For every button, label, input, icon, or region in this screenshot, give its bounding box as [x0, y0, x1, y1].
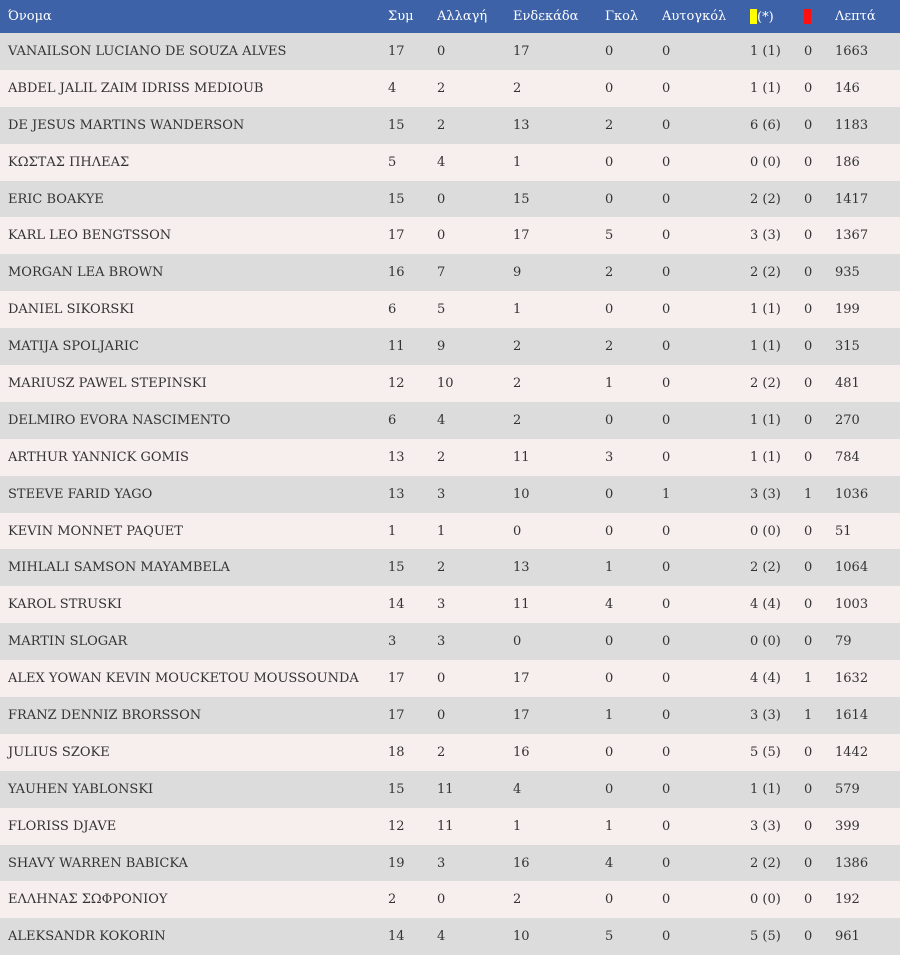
- starts-cell: 1: [513, 818, 522, 834]
- minutes-cell: 199: [835, 302, 860, 318]
- subs-cell: 4: [437, 154, 446, 170]
- goals-cell: 5: [605, 228, 614, 244]
- minutes-cell: 1386: [835, 855, 869, 871]
- player-name: ABDEL JALIL ZAIM IDRISS MEDIOUB: [8, 80, 264, 96]
- subs-cell: 7: [437, 265, 446, 281]
- player-name: ARTHUR YANNICK GOMIS: [8, 449, 189, 465]
- table-row[interactable]: [0, 623, 900, 660]
- goals-cell: 1: [605, 707, 614, 723]
- yellow-cards-cell: 2 (2): [750, 855, 781, 871]
- own-goals-cell: 0: [662, 375, 671, 391]
- subs-cell: 2: [437, 80, 446, 96]
- apps-cell: 13: [388, 486, 405, 502]
- goals-cell: 1: [605, 560, 614, 576]
- yellow-card-icon: [750, 9, 757, 24]
- own-goals-cell: 0: [662, 449, 671, 465]
- yellow-cards-cell: 2 (2): [750, 265, 781, 281]
- apps-cell: 5: [388, 154, 397, 170]
- yellow-cards-cell: 3 (3): [750, 818, 781, 834]
- apps-cell: 12: [388, 818, 405, 834]
- player-name: MORGAN LEA BROWN: [8, 265, 164, 281]
- subs-cell: 0: [437, 707, 446, 723]
- own-goals-cell: 0: [662, 191, 671, 207]
- subs-cell: 11: [437, 818, 454, 834]
- minutes-cell: 481: [835, 375, 860, 391]
- subs-cell: 4: [437, 929, 446, 945]
- goals-cell: 0: [605, 744, 614, 760]
- table-row[interactable]: [0, 845, 900, 882]
- yellow-cards-cell: 3 (3): [750, 486, 781, 502]
- goals-cell: 0: [605, 154, 614, 170]
- own-goals-cell: 0: [662, 892, 671, 908]
- own-goals-cell: 0: [662, 80, 671, 96]
- player-name: MIHLALI SAMSON MAYAMBELA: [8, 560, 230, 576]
- table-row[interactable]: [0, 881, 900, 918]
- red-cards-cell: 0: [804, 634, 813, 650]
- goals-cell: 2: [605, 117, 614, 133]
- apps-cell: 2: [388, 892, 397, 908]
- red-cards-cell: 0: [804, 818, 813, 834]
- minutes-cell: 146: [835, 80, 860, 96]
- player-name: KAROL STRUSKI: [8, 597, 122, 613]
- player-name: DANIEL SIKORSKI: [8, 302, 135, 318]
- goals-cell: 4: [605, 597, 614, 613]
- player-name: DELMIRO EVORA NASCIMENTO: [8, 412, 231, 428]
- apps-cell: 3: [388, 634, 397, 650]
- yellow-cards-cell: 3 (3): [750, 228, 781, 244]
- header-yellow-cards[interactable]: [750, 0, 804, 33]
- table-row[interactable]: [0, 549, 900, 586]
- player-name: ΚΩΣΤΑΣ ΠΗΛΕΑΣ: [8, 154, 130, 170]
- yellow-cards-cell: 1 (1): [750, 449, 781, 465]
- goals-cell: 0: [605, 302, 614, 318]
- table-row[interactable]: [0, 808, 900, 845]
- header-red-cards[interactable]: [804, 0, 835, 33]
- starts-cell: 15: [513, 191, 530, 207]
- starts-cell: 2: [513, 339, 522, 355]
- table-row[interactable]: [0, 476, 900, 513]
- own-goals-cell: 0: [662, 117, 671, 133]
- minutes-cell: 961: [835, 929, 860, 945]
- table-row[interactable]: [0, 439, 900, 476]
- table-row[interactable]: [0, 586, 900, 623]
- subs-cell: 11: [437, 781, 454, 797]
- yellow-cards-cell: 1 (1): [750, 43, 781, 59]
- own-goals-cell: 0: [662, 634, 671, 650]
- subs-cell: 0: [437, 892, 446, 908]
- player-name: SHAVY WARREN BABICKA: [8, 855, 188, 871]
- yellow-cards-cell: 2 (2): [750, 191, 781, 207]
- own-goals-cell: 1: [662, 486, 671, 502]
- goals-cell: 0: [605, 80, 614, 96]
- starts-cell: 1: [513, 302, 522, 318]
- apps-cell: 15: [388, 117, 405, 133]
- red-cards-cell: 0: [804, 855, 813, 871]
- player-name: YAUHEN YABLONSKI: [8, 781, 154, 797]
- table-row[interactable]: [0, 660, 900, 697]
- starts-cell: 16: [513, 855, 530, 871]
- starts-cell: 17: [513, 228, 530, 244]
- own-goals-cell: 0: [662, 265, 671, 281]
- yellow-cards-cell: 4 (4): [750, 597, 781, 613]
- apps-cell: 15: [388, 781, 405, 797]
- yellow-cards-cell: 0 (0): [750, 523, 781, 539]
- subs-cell: 5: [437, 302, 446, 318]
- minutes-cell: 1183: [835, 117, 869, 133]
- player-name: ERIC BOAKYE: [8, 191, 104, 207]
- minutes-cell: 51: [835, 523, 852, 539]
- apps-cell: 17: [388, 43, 405, 59]
- minutes-cell: 1614: [835, 707, 869, 723]
- own-goals-cell: 0: [662, 228, 671, 244]
- player-name: ΕΛΛΗΝΑΣ ΣΩΦΡΟΝΙΟΥ: [8, 892, 168, 908]
- table-row[interactable]: [0, 107, 900, 144]
- apps-cell: 17: [388, 671, 405, 687]
- yellow-cards-cell: 1 (1): [750, 781, 781, 797]
- red-cards-cell: 0: [804, 339, 813, 355]
- apps-cell: 12: [388, 375, 405, 391]
- table-row[interactable]: [0, 402, 900, 439]
- starts-cell: 10: [513, 929, 530, 945]
- subs-cell: 1: [437, 523, 446, 539]
- apps-cell: 15: [388, 560, 405, 576]
- header-yellow-suffix: (*): [757, 9, 774, 25]
- header-apps[interactable]: Συμ: [388, 9, 414, 24]
- yellow-cards-cell: 2 (2): [750, 375, 781, 391]
- starts-cell: 10: [513, 486, 530, 502]
- player-name: MARIUSZ PAWEL STEPINSKI: [8, 375, 207, 391]
- red-cards-cell: 0: [804, 560, 813, 576]
- apps-cell: 13: [388, 449, 405, 465]
- yellow-cards-cell: 1 (1): [750, 339, 781, 355]
- red-cards-cell: 0: [804, 43, 813, 59]
- player-name: STEEVE FARID YAGO: [8, 486, 153, 502]
- goals-cell: 0: [605, 523, 614, 539]
- starts-cell: 2: [513, 80, 522, 96]
- red-cards-cell: 1: [804, 486, 813, 502]
- minutes-cell: 270: [835, 412, 860, 428]
- subs-cell: 0: [437, 191, 446, 207]
- red-cards-cell: 0: [804, 228, 813, 244]
- own-goals-cell: 0: [662, 523, 671, 539]
- apps-cell: 16: [388, 265, 405, 281]
- subs-cell: 3: [437, 634, 446, 650]
- own-goals-cell: 0: [662, 929, 671, 945]
- table-row[interactable]: [0, 734, 900, 771]
- goals-cell: 5: [605, 929, 614, 945]
- starts-cell: 0: [513, 523, 522, 539]
- red-cards-cell: 0: [804, 117, 813, 133]
- red-cards-cell: 0: [804, 781, 813, 797]
- minutes-cell: 1036: [835, 486, 869, 502]
- starts-cell: 2: [513, 412, 522, 428]
- starts-cell: 4: [513, 781, 522, 797]
- subs-cell: 2: [437, 560, 446, 576]
- red-cards-cell: 0: [804, 154, 813, 170]
- player-name: VANAILSON LUCIANO DE SOUZA ALVES: [8, 43, 287, 59]
- apps-cell: 17: [388, 707, 405, 723]
- minutes-cell: 315: [835, 339, 860, 355]
- table-row[interactable]: [0, 181, 900, 218]
- player-name: MARTIN SLOGAR: [8, 634, 128, 650]
- minutes-cell: 784: [835, 449, 860, 465]
- table-row[interactable]: [0, 513, 900, 550]
- player-name: FLORISS DJAVE: [8, 818, 117, 834]
- minutes-cell: 1663: [835, 43, 869, 59]
- starts-cell: 1: [513, 154, 522, 170]
- apps-cell: 14: [388, 929, 405, 945]
- minutes-cell: 579: [835, 781, 860, 797]
- player-name: DE JESUS MARTINS WANDERSON: [8, 117, 245, 133]
- starts-cell: 0: [513, 634, 522, 650]
- yellow-cards-cell: 1 (1): [750, 80, 781, 96]
- table-row[interactable]: [0, 254, 900, 291]
- own-goals-cell: 0: [662, 855, 671, 871]
- goals-cell: 0: [605, 634, 614, 650]
- goals-cell: 0: [605, 892, 614, 908]
- own-goals-cell: 0: [662, 154, 671, 170]
- own-goals-cell: 0: [662, 707, 671, 723]
- header-subs[interactable]: Αλλαγή: [437, 9, 488, 24]
- apps-cell: 6: [388, 302, 397, 318]
- header-own-goals[interactable]: Αυτογκόλ: [662, 9, 727, 24]
- red-cards-cell: 0: [804, 597, 813, 613]
- minutes-cell: 1064: [835, 560, 869, 576]
- player-name: KARL LEO BENGTSSON: [8, 228, 172, 244]
- own-goals-cell: 0: [662, 339, 671, 355]
- table-row[interactable]: [0, 144, 900, 181]
- minutes-cell: 1367: [835, 228, 869, 244]
- goals-cell: 0: [605, 412, 614, 428]
- apps-cell: 14: [388, 597, 405, 613]
- goals-cell: 2: [605, 339, 614, 355]
- yellow-cards-cell: 0 (0): [750, 892, 781, 908]
- player-name: FRANZ DENNIZ BRORSSON: [8, 707, 202, 723]
- player-name: KEVIN MONNET PAQUET: [8, 523, 183, 539]
- yellow-cards-cell: 2 (2): [750, 560, 781, 576]
- header-goals[interactable]: Γκολ: [605, 9, 639, 24]
- minutes-cell: 935: [835, 265, 860, 281]
- apps-cell: 1: [388, 523, 397, 539]
- yellow-cards-cell: 5 (5): [750, 929, 781, 945]
- goals-cell: 0: [605, 191, 614, 207]
- goals-cell: 0: [605, 671, 614, 687]
- red-cards-cell: 0: [804, 523, 813, 539]
- subs-cell: 0: [437, 671, 446, 687]
- red-cards-cell: 1: [804, 707, 813, 723]
- own-goals-cell: 0: [662, 43, 671, 59]
- minutes-cell: 79: [835, 634, 852, 650]
- table-row[interactable]: [0, 217, 900, 254]
- table-row[interactable]: [0, 33, 900, 70]
- apps-cell: 18: [388, 744, 405, 760]
- yellow-cards-cell: 3 (3): [750, 707, 781, 723]
- goals-cell: 1: [605, 375, 614, 391]
- goals-cell: 3: [605, 449, 614, 465]
- minutes-cell: 1442: [835, 744, 869, 760]
- starts-cell: 17: [513, 707, 530, 723]
- goals-cell: 1: [605, 818, 614, 834]
- goals-cell: 0: [605, 43, 614, 59]
- starts-cell: 2: [513, 892, 522, 908]
- yellow-cards-cell: 5 (5): [750, 744, 781, 760]
- minutes-cell: 1003: [835, 597, 869, 613]
- yellow-cards-cell: 1 (1): [750, 412, 781, 428]
- own-goals-cell: 0: [662, 671, 671, 687]
- red-cards-cell: 1: [804, 671, 813, 687]
- starts-cell: 16: [513, 744, 530, 760]
- goals-cell: 2: [605, 265, 614, 281]
- subs-cell: 9: [437, 339, 446, 355]
- subs-cell: 0: [437, 43, 446, 59]
- table-row[interactable]: [0, 291, 900, 328]
- subs-cell: 2: [437, 449, 446, 465]
- red-cards-cell: 0: [804, 191, 813, 207]
- red-cards-cell: 0: [804, 80, 813, 96]
- subs-cell: 0: [437, 228, 446, 244]
- minutes-cell: 399: [835, 818, 860, 834]
- starts-cell: 13: [513, 560, 530, 576]
- red-cards-cell: 0: [804, 929, 813, 945]
- red-cards-cell: 0: [804, 892, 813, 908]
- red-cards-cell: 0: [804, 265, 813, 281]
- subs-cell: 3: [437, 855, 446, 871]
- player-name: MATIJA SPOLJARIC: [8, 339, 139, 355]
- header-name[interactable]: Όνομα: [8, 9, 52, 24]
- own-goals-cell: 0: [662, 560, 671, 576]
- starts-cell: 17: [513, 671, 530, 687]
- own-goals-cell: 0: [662, 302, 671, 318]
- red-card-icon: [804, 9, 811, 24]
- subs-cell: 10: [437, 375, 454, 391]
- apps-cell: 6: [388, 412, 397, 428]
- table-row[interactable]: [0, 918, 900, 955]
- red-cards-cell: 0: [804, 302, 813, 318]
- player-name: ALEKSANDR KOKORIN: [8, 929, 166, 945]
- apps-cell: 17: [388, 228, 405, 244]
- goals-cell: 0: [605, 781, 614, 797]
- table-row[interactable]: [0, 365, 900, 402]
- subs-cell: 2: [437, 117, 446, 133]
- goals-cell: 0: [605, 486, 614, 502]
- table-header-row: [0, 0, 900, 33]
- red-cards-cell: 0: [804, 744, 813, 760]
- own-goals-cell: 0: [662, 744, 671, 760]
- subs-cell: 4: [437, 412, 446, 428]
- own-goals-cell: 0: [662, 781, 671, 797]
- minutes-cell: 192: [835, 892, 860, 908]
- starts-cell: 11: [513, 449, 530, 465]
- own-goals-cell: 0: [662, 818, 671, 834]
- subs-cell: 2: [437, 744, 446, 760]
- yellow-cards-cell: 4 (4): [750, 671, 781, 687]
- header-minutes[interactable]: Λεπτά: [835, 9, 876, 24]
- subs-cell: 3: [437, 597, 446, 613]
- table-row[interactable]: [0, 70, 900, 107]
- minutes-cell: 186: [835, 154, 860, 170]
- yellow-cards-cell: 0 (0): [750, 154, 781, 170]
- table-row[interactable]: [0, 697, 900, 734]
- apps-cell: 11: [388, 339, 405, 355]
- table-row[interactable]: [0, 328, 900, 365]
- table-body: [0, 33, 900, 955]
- table-row[interactable]: [0, 771, 900, 808]
- apps-cell: 15: [388, 191, 405, 207]
- red-cards-cell: 0: [804, 449, 813, 465]
- minutes-cell: 1632: [835, 671, 869, 687]
- apps-cell: 19: [388, 855, 405, 871]
- starts-cell: 9: [513, 265, 522, 281]
- starts-cell: 17: [513, 43, 530, 59]
- player-name: ALEX YOWAN KEVIN MOUCKETOU MOUSSOUNDA: [8, 671, 359, 687]
- yellow-cards-cell: 6 (6): [750, 117, 781, 133]
- apps-cell: 4: [388, 80, 397, 96]
- header-starts[interactable]: Ενδεκάδα: [513, 9, 579, 24]
- starts-cell: 11: [513, 597, 530, 613]
- starts-cell: 2: [513, 375, 522, 391]
- own-goals-cell: 0: [662, 597, 671, 613]
- player-name: JULIUS SZOKE: [8, 744, 110, 760]
- goals-cell: 4: [605, 855, 614, 871]
- starts-cell: 13: [513, 117, 530, 133]
- subs-cell: 3: [437, 486, 446, 502]
- minutes-cell: 1417: [835, 191, 869, 207]
- red-cards-cell: 0: [804, 412, 813, 428]
- yellow-cards-cell: 1 (1): [750, 302, 781, 318]
- own-goals-cell: 0: [662, 412, 671, 428]
- yellow-cards-cell: 0 (0): [750, 634, 781, 650]
- red-cards-cell: 0: [804, 375, 813, 391]
